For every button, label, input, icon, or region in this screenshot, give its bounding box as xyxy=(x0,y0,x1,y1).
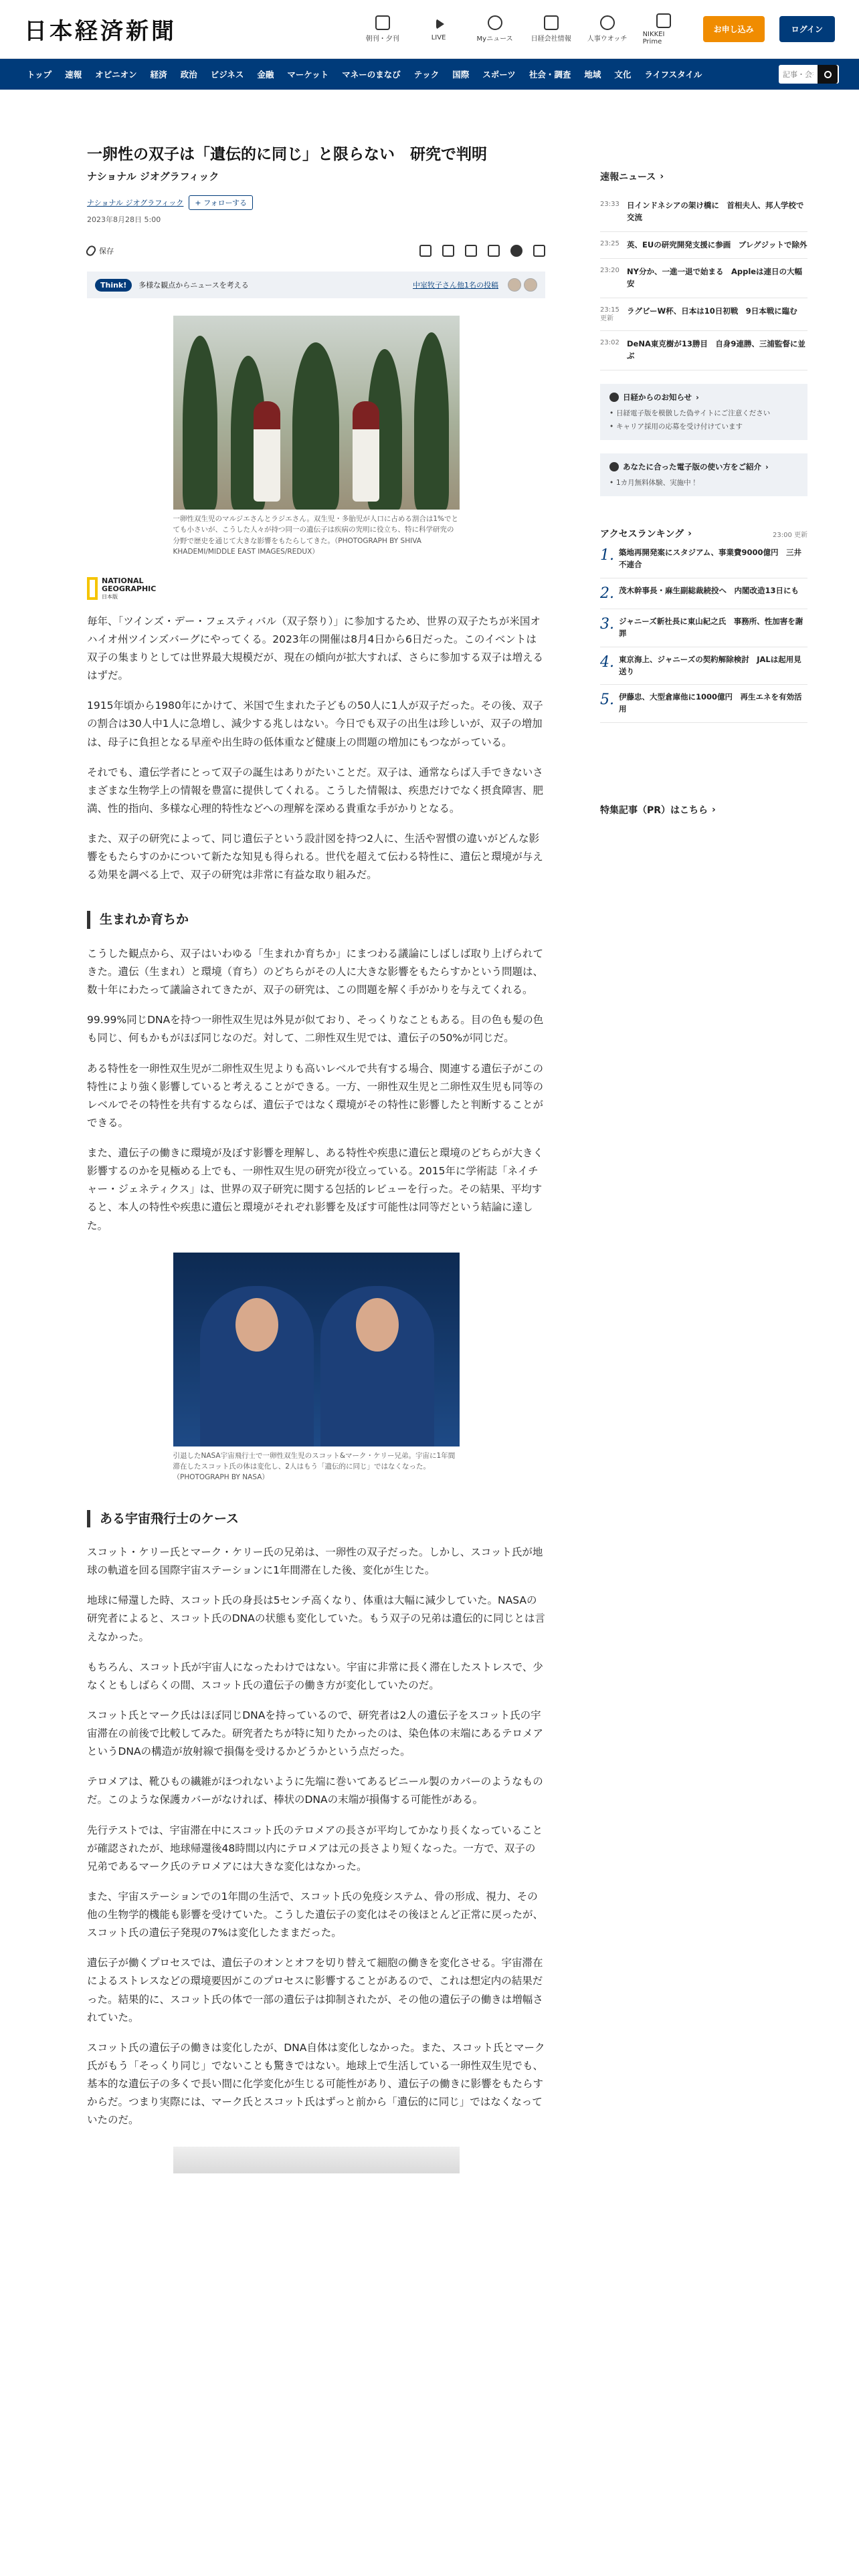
ranking-item[interactable]: 4. 東京海上、ジャニーズの契約解除検討 JALは起用見送り xyxy=(600,647,807,685)
natgeo-frame-icon xyxy=(87,577,98,600)
list-item[interactable]: 23:33 日インドネシアの架け橋に 首相夫人、邦人学校で交流 xyxy=(600,193,807,232)
nav-item[interactable]: 地域 xyxy=(584,70,601,80)
ranking-item[interactable]: 3. ジャニーズ新社長に東山紀之氏 事務所、性加害を謝罪 xyxy=(600,609,807,647)
nav-item[interactable]: トップ xyxy=(27,70,52,80)
article-title: 一卵性の双子は「遺伝的に同じ」と限らない 研究で判明 xyxy=(87,146,487,163)
notice-box xyxy=(600,384,807,441)
figure-third xyxy=(173,2147,460,2173)
list-item[interactable]: 23:25 英、EUの研究開発支援に参画 ブレグジットで除外 xyxy=(600,232,807,259)
think-posts-link[interactable]: 中室牧子さん他1名の投稿 xyxy=(413,281,498,290)
think-text: 多様な観点からニュースを考える xyxy=(138,281,249,290)
avatar xyxy=(508,278,521,292)
paragraph: それでも、遺伝学者にとって双子の誕生はありがたいことだ。双子は、通常ならば入手できないさまざまな生物学上の情報を豊富に提供してくれる。こうした情報は、疾患だけでなく摂食障害、肥満、性的指向、多様な心理的特性などへの理解を深める貴重な手がかりとなる。 xyxy=(87,766,544,815)
chevron-right-icon: › xyxy=(712,804,716,815)
photo-caption: 引退したNASA宇宙飛行士で一卵性双生児のスコット&マーク・ケリー兄弟。宇宙に1年間滞在したスコット氏の体は変化し、2人はもう「遺伝的に同じ」ではなくなった。（PHOTOGRAPH BY NASA） xyxy=(173,1451,456,1482)
notice-item[interactable]: • 日経電子版を模倣した偽サイトにご注意ください xyxy=(609,408,798,419)
figure-twins xyxy=(173,316,460,557)
sidebar xyxy=(600,90,807,2173)
login-button[interactable]: ログイン xyxy=(779,16,835,42)
newspaper-icon xyxy=(375,15,390,30)
search-button[interactable] xyxy=(818,65,838,84)
info-icon xyxy=(609,393,619,402)
nav-item[interactable]: 金融 xyxy=(257,70,274,80)
paragraph: スコット氏とマーク氏はほぼ同じDNAを持っているので、研究者は2人の遺伝子をスコット氏の宇宙滞在の前後で比較してみた。研究者たちが特に知りたかったのは、染色体の末端にあるテロメアというDNAの構造が放射線で損傷を受けるかどうかという点だった。 xyxy=(87,1709,544,1758)
paragraph: スコット・ケリー氏とマーク・ケリー氏の兄弟は、一卵性の双子だった。しかし、スコット氏が地球の軌道を回る国際宇宙ステーションに1年間滞在した後、変化が生じた。 xyxy=(87,1546,543,1577)
photo-caption: 一卵性双生児のマルジエさんとラジエさん。双生児・多胎児が人口に占める割合は1%でとても小さいが、こうした人々が持つ同一の遺伝子は疾病の究明に役立ち、特に科学研究の分野で歴史を通じて大きな影響をもたらしてきた。（PHOTOGRAPH BY SHIVA KHADEMI/MIDDLE EAST IMAGES/REDUX） xyxy=(173,515,459,556)
mail-icon[interactable] xyxy=(442,245,454,257)
paragraph: また、双子の研究によって、同じ遺伝子という設計図を持つ2人に、生活や習慣の違いがどんな影響をもたらすのかについて新たな知見も得られる。世代を超えて伝わる特性に、遺伝と環境が与える効果を調べる上で、双子の研究は非常に有益な取り組みだ。 xyxy=(87,833,543,881)
chevron-right-icon: › xyxy=(696,392,699,402)
search-icon xyxy=(824,71,832,78)
ranking-item[interactable]: 2. 茂木幹事長・麻生副総裁続投へ 内閣改造13日にも xyxy=(600,578,807,609)
chevron-right-icon: › xyxy=(688,528,692,540)
tool-prime[interactable]: NIKKEI Prime xyxy=(643,13,684,45)
user-icon xyxy=(488,15,502,30)
main-nav xyxy=(0,59,859,90)
tool-newspaper[interactable]: 朝刊・夕刊 xyxy=(362,15,403,43)
nav-item[interactable]: マーケット xyxy=(287,70,329,80)
access-ranking xyxy=(600,527,807,723)
think-badge: Think! xyxy=(95,279,132,292)
paragraph: また、宇宙ステーションでの1年間の生活で、スコット氏の免疫システム、骨の形成、視力、その他の生物学的機能も影響を受けていた。こうした遺伝子の変化はその後ほとんど正常に戻ったが、スコット氏の遺伝子発現の7%は変化したままだった。 xyxy=(87,1890,544,1939)
paragraph: 毎年、「ツインズ・デー・フェスティバル（双子祭り）」に参加するため、世界の双子たちが米国オハイオ州ツインズバーグにやってくる。2023年の開催は8月4日から6日だった。このイベントは双子の集まりとしては世界最大規模だが、現在の傾向が拡大すれば、さらに参加する双子は増えるはずだ。 xyxy=(87,615,544,682)
paragraph: スコット氏の遺伝子の働きは変化したが、DNA自体は変化しなかった。また、スコット氏とマーク氏がもう「そっくり同じ」でないことも驚きではない。地球上で生活している一卵性双生児でも、基本的な遺伝子の多くで長い間に化学変化が生じる可能性があり、遺伝子の働きに影響をもたらすからだ。つまり実際には、マーク氏とスコット氏はずっと前から「遺伝的に同じ」ではなくなっていたのだ。 xyxy=(87,2041,545,2127)
notice-title[interactable]: 日経からのお知らせ › xyxy=(609,392,798,403)
guide-item[interactable]: • 1カ月無料体験、実施中！ xyxy=(609,477,798,488)
gift-icon[interactable] xyxy=(465,245,477,257)
flash-news-list xyxy=(600,193,807,370)
play-icon xyxy=(436,19,444,29)
save-button[interactable]: 保存 xyxy=(87,245,114,256)
search-input[interactable] xyxy=(779,70,818,79)
tool-live[interactable]: LIVE xyxy=(418,17,460,41)
tool-mynews[interactable]: Myニュース xyxy=(474,15,516,43)
list-item[interactable]: 23:15 更新 ラグビーW杯、日本は10日初戦 9日本戦に臨む xyxy=(600,298,807,331)
nav-item[interactable]: マネーのまなび xyxy=(342,70,401,80)
nav-item[interactable]: ビジネス xyxy=(210,70,244,80)
chevron-right-icon: › xyxy=(765,462,769,472)
paragraph: もちろん、スコット氏が宇宙人になったわけではない。宇宙に非常に長く滞在したストレスで、少なくともしばらくの間、スコット氏の遺伝子の働き方が変化していたのだ。 xyxy=(87,1660,543,1691)
article-toolbar xyxy=(87,245,545,257)
follow-button[interactable]: + フォローする xyxy=(189,195,253,210)
twitter-icon[interactable] xyxy=(488,245,500,257)
chart-icon xyxy=(544,15,559,30)
paragraph: こうした観点から、双子はいわゆる「生まれか育ちか」にまつわる議論にしばしば取り上げられてきた。遺伝（生まれ）と環境（育ち）のどちらがその人に大きな影響をもたらすかという問題は、数十年にわたって議論されてきたが、双子の研究は、この問題を解く手がかりを与えてくれる。 xyxy=(87,947,544,996)
nav-search xyxy=(779,65,839,84)
paragraph: ある特性を一卵性双生児が二卵性双生児よりも高いレベルで共有する場合、関連する遺伝子がこの特性により強く影響していると考えることができる。一方、一卵性双生児と二卵性双生児も同等のレベルでその特性を共有するならば、遺伝子ではなく環境がその特性に影響したと判断することができる。 xyxy=(87,1062,544,1129)
nav-item[interactable]: 経済 xyxy=(150,70,167,80)
people-icon xyxy=(600,15,615,30)
natgeo-logo: NATIONAL GEOGRAPHIC 日本版 xyxy=(87,577,545,601)
paragraph: また、遺伝子の働きに環境が及ぼす影響を理解し、ある特性や疾患に遺伝と環境のどちらが大きく影響するのかを見極める上でも、一卵性双生児の研究が役立っている。2015年に学術誌「ネイチャー・ジェネティクス」は、世界の双子研究に関する包括的レビューを行った。その結果、平均すると、本人の特性や疾患に遺伝と環境がそれぞれ影響を及ぼす可能性は同等だという結論に達した。 xyxy=(87,1147,544,1232)
subscribe-button[interactable]: お申し込み xyxy=(703,16,765,42)
facebook-icon[interactable] xyxy=(510,245,522,257)
flash-news-title[interactable]: 速報ニュース › xyxy=(600,171,664,183)
ranking-item[interactable]: 5. 伊藤忠、大型倉庫他に1000億円 再生エネを有効活用 xyxy=(600,685,807,723)
nav-item[interactable]: 速報 xyxy=(65,70,82,80)
nav-item[interactable]: 社会・調査 xyxy=(529,70,571,80)
tool-personnel[interactable]: 人事ウオッチ xyxy=(587,15,628,43)
figure-astronauts xyxy=(173,1253,460,1483)
nav-item[interactable]: 国際 xyxy=(452,70,470,80)
notice-item[interactable]: • キャリア採用の応募を受け付けています xyxy=(609,421,798,432)
chevron-right-icon: › xyxy=(660,171,664,182)
ranking-updated: 23:00 更新 xyxy=(773,532,807,540)
article-author: ナショナル ジオグラフィック xyxy=(87,171,219,183)
top-header xyxy=(0,0,859,59)
section-heading: 生まれか育ちか xyxy=(87,911,545,929)
guide-title[interactable]: あなたに合った電子版の使い方をご紹介 › xyxy=(609,461,798,472)
article-date: 2023年8月28日 5:00 xyxy=(87,215,161,225)
print-icon[interactable] xyxy=(419,245,432,257)
paragraph: 遺伝子が働くプロセスでは、遺伝子のオンとオフを切り替えて細胞の働きを変化させる。宇宙滞在によるストレスなどの環境要因がこのプロセスに影響することがあるので、これは想定内の結果だった。結果的に、スコット氏の体で一部の遺伝子は抑制されたが、その他の遺伝子の働きは増幅されていた。 xyxy=(87,1957,543,2024)
photo-twins[interactable] xyxy=(173,316,460,510)
guide-box xyxy=(600,453,807,496)
paragraph: 99.99%同じDNAを持つ一卵性双生児は外見が似ており、そっくりなこともある。目の色も髪の色も同じ、何もかもがほぼ同じなのだ。対して、二卵性双生児では、遺伝子の50%が同じだ。 xyxy=(87,1014,544,1045)
nav-item[interactable]: ライフスタイル xyxy=(644,70,702,80)
ranking-item[interactable]: 1. 築地再開発案にスタジアム、事業費9000億円 三井不連合 xyxy=(600,540,807,578)
nav-item[interactable]: テック xyxy=(413,70,440,80)
nav-item[interactable]: 文化 xyxy=(614,70,632,80)
article xyxy=(87,90,545,2173)
photo-astronauts[interactable] xyxy=(173,1253,460,1446)
tool-company-info[interactable]: 日経会社情報 xyxy=(531,15,572,43)
pr-features-title[interactable]: 特集記事（PR）はこちら › xyxy=(600,804,716,816)
nav-item[interactable]: 政治 xyxy=(180,70,197,80)
prime-icon xyxy=(656,13,671,28)
think-banner xyxy=(87,272,545,298)
paragraph: テロメアは、靴ひもの繊維がほつれないように先端に巻いてあるビニール製のカバーのようなものだ。このような保護カバーがなければ、棒状のDNAの末端が損傷する可能性がある。 xyxy=(87,1776,543,1806)
avatar xyxy=(524,278,537,292)
site-logo[interactable]: 日本経済新聞 xyxy=(24,18,177,45)
section-heading: ある宇宙飛行士のケース xyxy=(87,1510,545,1528)
list-item[interactable]: 23:02 DeNA東克樹が13勝目 自身9連勝、三浦監督に並ぶ xyxy=(600,331,807,370)
nav-item[interactable]: スポーツ xyxy=(482,70,516,80)
nav-item[interactable]: オピニオン xyxy=(95,70,137,80)
photo-third[interactable] xyxy=(173,2147,460,2173)
share-icon[interactable] xyxy=(533,245,545,257)
source-link[interactable]: ナショナル ジオグラフィック xyxy=(87,199,184,208)
paragraph: 1915年頃から1980年にかけて、米国で生まれた子どもの50人に1人が双子だった。その後、双子の割合は30人中1人に急増し、減少する兆しはない。今日でも双子の出生は珍しいが、双子の増加は、母子に負担となる早産や出生時の低体重など健康上の問題の増加にもつながっている。 xyxy=(87,700,543,748)
info-icon xyxy=(609,462,619,471)
clip-icon xyxy=(84,244,97,257)
ranking-title[interactable]: アクセスランキング › xyxy=(600,528,692,540)
list-item[interactable]: 23:20 NY分か、一進一退で始まる Appleは連日の大幅安 xyxy=(600,259,807,298)
paragraph: 先行テストでは、宇宙滞在中にスコット氏のテロメアの長さが平均してかなり長くなっていることが確認されたが、地球帰還後48時間以内にテロメアは元の長さより短くなった。一方で、双子の兄弟であるマーク氏のテロメアには大きな変化はなかった。 xyxy=(87,1824,543,1872)
paragraph: 地球に帰還した時、スコット氏の身長は5センチ高くなり、体重は大幅に減少していた。NASAの研究者によると、スコット氏のDNAの状態も変化していた。もう双子の兄弟は遺伝的に同じとは言えなかった。 xyxy=(87,1594,545,1643)
